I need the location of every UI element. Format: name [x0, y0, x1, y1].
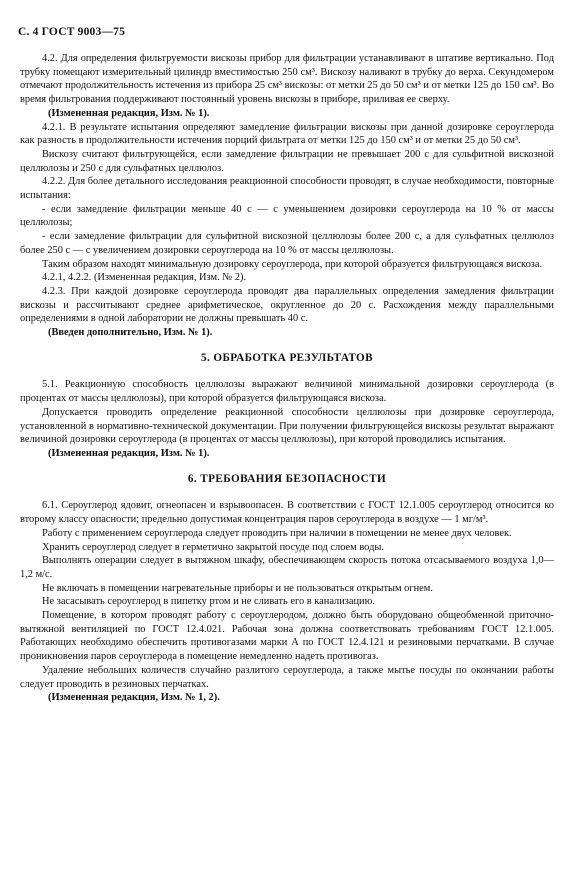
paragraph-amendment-4-2-1-4-2-2: 4.2.1, 4.2.2. (Измененная редакция, Изм. № 2). [42, 272, 247, 284]
paragraph-filterable-criteria: Вискозу считают фильтрующейся, если замедление фильтрации не превышает 200 с для сульфитной вискозной целлюлозы и 250 с для сульфатных целлюлоз. [20, 148, 554, 174]
paragraph-two-persons: Работу с применением сероуглерода следует проводить при наличии в помещении не менее двух человек. [42, 527, 512, 539]
paragraph-allowed-determination: Допускается проводить определение реакционной способности целлюлозы при дозировке сероуглерода, установленной в нормативно-технической документации. При получении фильтрующейся вискозы результат выражают величиной дозировки сероуглерода (в процентах от массы целлюлозы), при которой проводились испытания. [20, 406, 554, 446]
list-item-decrease: - если замедление фильтрации меньше 40 с — с уменьшением дозировки сероуглерода на 10 % от массы целлюлозы; [20, 203, 554, 229]
paragraph-storage: Хранить сероуглерод следует в герметично закрытой посуде под слоем воды. [42, 541, 384, 553]
paragraph-no-heaters: Не включать в помещении нагревательные приборы и не пользоваться открытым огнем. [42, 582, 433, 594]
section-title-6: 6. ТРЕБОВАНИЯ БЕЗОПАСНОСТИ [187, 472, 387, 485]
paragraph-5-1: 5.1. Реакционную способность целлюлозы выражают величиной минимальной дозировки сероуглерода (в процентах от массы целлюлозы), при которой образуется фильтрующаяся вискоза. [20, 379, 554, 405]
paragraph-minimal-dosage: Таким образом находят минимальную дозировку сероуглерода, при которой образуется фильтрующаяся вискоза. [42, 258, 543, 270]
paragraph-no-pipette-mouth: Не засасывать сероуглерод в пипетку ртом и не сливать его в канализацию. [42, 596, 375, 608]
paragraph-6-1: 6.1. Сероуглерод ядовит, огнеопасен и взрывоопасен. В соответствии с ГОСТ 12.1.005 сероуглерод относится ко второму классу опасности; предельно допустимая концентрация паров сероуглерода в воздухе — 1 мг/м³. [20, 500, 554, 526]
amendment-note: (Измененная редакция, Изм. № 1). [48, 447, 210, 459]
paragraph-4-2-3: 4.2.3. При каждой дозировке сероуглерода проводят два параллельных определения замедления фильтрации вискозы и рассчитывают среднее арифметическое, округленное до 20 с. Расхождения между параллельными определениями в одной лаборатории не должны превышать 40 с. [20, 285, 554, 325]
amendment-note: (Измененная редакция, Изм. № 1). [48, 107, 210, 119]
paragraph-fume-hood: Выполнять операции следует в вытяжном шкафу, обеспечивающем скорость потока отсасываемого воздуха 1,0—1,2 м/с. [20, 555, 554, 580]
paragraph-4-2-2: 4.2.2. Для более детального исследования реакционной способности проводят, в случае необходимости, повторные испытания: [20, 176, 554, 202]
section-title-5: 5. ОБРАБОТКА РЕЗУЛЬТАТОВ [201, 351, 373, 364]
list-item-increase: - если замедление фильтрации для сульфитной вискозной целлюлозы более 200 с, а для сульфатных целлюлоз более 250 с — с увеличением дозировки сероуглерода на 10 % от массы целлюлозы. [20, 231, 554, 256]
document-body [20, 52, 554, 705]
page-header: С. 4 ГОСТ 9003—75 [18, 26, 126, 38]
paragraph-spill-removal: Удаление небольших количеств случайно разлитого сероуглерода, а также мытье посуды по окончании работы следует проводить в резиновых перчатках. [20, 664, 554, 690]
paragraph-ventilation: Помещение, в котором проводят работу с сероуглеродом, должно быть оборудовано общеобменной приточно-вытяжной вентиляцией по ГОСТ 12.4.021. Рабочая зона должна соответствовать требованиям ГОСТ 12.1.005. Работающих необходимо обеспечить противогазами марки А по ГОСТ 12.4.121 и резиновыми перчатками. В случае проникновения паров сероуглерода в помещение немедленно надеть противогаз. [20, 610, 554, 663]
paragraph-4-2: 4.2. Для определения фильтруемости вискозы прибор для фильтрации устанавливают в штативе вертикально. Под трубку помещают измерительный цилиндр вместимостью 250 см³. Вискозу наливают в трубку до верха. Секундомером отмечают продолжительность истечения из прибора 25 см³ вискозы: от метки 25 до 50 см³ и от метки 125 до 150 см³. Во время фильтрования поддерживают постоянный уровень вискозы в приборе, приливая ее сверху. [20, 53, 554, 106]
amendment-note: (Измененная редакция, Изм. № 1, 2). [48, 692, 220, 704]
amendment-note: (Введен дополнительно, Изм. № 1). [48, 327, 213, 339]
paragraph-4-2-1: 4.2.1. В результате испытания определяют замедление фильтрации вискозы при данной дозировке сероуглерода как разность в продолжительности истечения порций фильтрата от метки 125 до 150 см³ и от метки 25 до 50 см³. [20, 121, 554, 147]
